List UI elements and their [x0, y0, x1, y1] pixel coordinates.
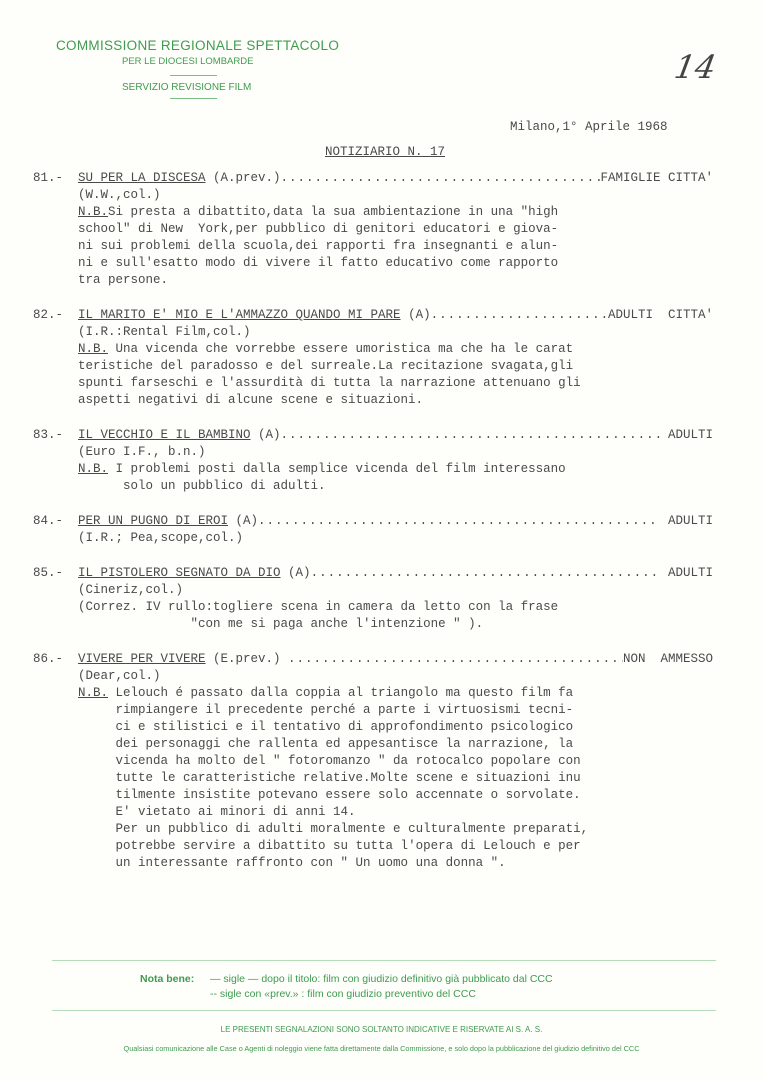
divider — [170, 75, 217, 76]
entry-number: 81.- — [33, 171, 64, 185]
film-entry — [33, 170, 713, 289]
note-text: Una vicenda che vorrebbe essere umoristica ma che ha le carat teristiche del paradosso e del surreale.La recitazione svagata,gli spunti farseschi e l'assurdità di tutta la narrazione attenuano gli aspetti negativi di alcune scene e situazioni. — [78, 342, 581, 407]
leader-dots — [288, 651, 623, 668]
leader-dots — [281, 170, 601, 187]
letterhead-service: SERVIZIO REVISIONE FILM — [122, 82, 252, 93]
film-distributor: (I.R.; Pea,scope,col.) — [78, 531, 244, 545]
film-note — [78, 341, 713, 409]
leader-dots — [311, 565, 661, 582]
film-verdict: ADULTI — [660, 514, 713, 528]
film-distributor: (Euro I.F., b.n.) — [78, 445, 206, 459]
film-note — [78, 685, 713, 872]
film-verdict: ADULTI — [660, 428, 713, 442]
divider — [52, 960, 716, 961]
document-title: NOTIZIARIO N. 17 — [325, 145, 446, 159]
entry-header — [33, 513, 713, 530]
film-title: VIVERE PER VIVERE — [78, 652, 206, 666]
entry-header — [33, 427, 713, 444]
film-verdict: NON AMMESSO — [622, 652, 713, 666]
film-rating: (E.prev.) — [205, 652, 289, 666]
film-title: IL MARITO E' MIO E L'AMMAZZO QUANDO MI PARE — [78, 308, 401, 322]
film-rating: (A) — [280, 566, 311, 580]
film-entry — [33, 651, 713, 872]
handwritten-page-number: 14 — [671, 48, 720, 86]
film-title: PER UN PUGNO DI EROI — [78, 514, 229, 528]
entry-header — [33, 651, 713, 668]
film-rating: (A) — [228, 514, 259, 528]
film-distributor: (Dear,col.) — [78, 669, 161, 683]
entry-number: 86.- — [33, 652, 64, 666]
film-note — [78, 461, 713, 495]
nb-label: N.B. — [78, 686, 109, 700]
entry-header — [33, 170, 713, 187]
leader-dots — [281, 427, 661, 444]
nota-bene — [140, 973, 740, 1003]
film-title: IL PISTOLERO SEGNATO DA DIO — [78, 566, 281, 580]
film-note — [78, 599, 713, 633]
letterhead-sub: PER LE DIOCESI LOMBARDE — [122, 56, 254, 67]
film-title: IL VECCHIO E IL BAMBINO — [78, 428, 251, 442]
footer-notice: LE PRESENTI SEGNALAZIONI SONO SOLTANTO INDICATIVE E RISERVATE AI S. A. S. — [220, 1025, 543, 1034]
divider — [52, 1010, 716, 1011]
entry-number: 83.- — [33, 428, 64, 442]
note-text: Si presta a dibattito,data la sua ambientazione in una "high school" di New York,per pubblico di genitori educatori e giova- ni sui problemi della scuola,dei rapporti fra insegnanti e alun- ni e sull'esatto modo di vivere il fatto educativo come rapporto tra persone. — [78, 205, 559, 287]
note-text: (Correz. IV rullo:togliere scena in camera da letto con la frase "con me si paga anche l'intenzione " ). — [78, 600, 559, 631]
leader-dots — [258, 513, 660, 530]
film-entry — [33, 427, 713, 495]
film-rating: (A) — [400, 308, 431, 322]
leader-dots — [431, 307, 608, 324]
entry-number: 84.- — [33, 514, 64, 528]
note-text: I problemi posti dalla semplice vicenda del film interessano solo un pubblico di adulti. — [115, 462, 566, 493]
film-distributor: (W.W.,col.) — [78, 188, 161, 202]
film-verdict: ADULTI CITTA' — [607, 308, 713, 322]
film-note — [78, 204, 713, 289]
nb-label: N.B. — [78, 462, 109, 476]
film-verdict: FAMIGLIE CITTA' — [600, 171, 713, 185]
note-text: Lelouch é passato dalla coppia al triangolo ma questo film fa rimpiangere il precedente perché a parte i virtuosismi tecni- ci e stilistici e il tentativo di approfondimento psicologico dei personaggi che rallenta ed appesantisce la narrazione, la vicenda ha molto del " fotoromanzo " da rotocalco popolare con tutte le caratteristiche relative.Molte scene e situazioni inu tilmente insistite potevano essere solo accennate o sorvolate. E' vietato ai minori di anni 14. Per un pubblico di adulti moralmente e culturalmente preparati, potrebbe servire a dibattito su tutta l'opera di Lelouch e per un interessante raffronto con " Un uomo una donna ". — [115, 686, 589, 870]
nota-label: Nota bene: — [140, 973, 195, 985]
entry-header — [33, 307, 713, 324]
film-entry — [33, 307, 713, 409]
nb-label: N.B. — [78, 342, 109, 356]
entry-header — [33, 565, 713, 582]
nb-label: N.B. — [78, 205, 109, 219]
film-entry — [33, 513, 713, 547]
entry-number: 82.- — [33, 308, 64, 322]
nota-line-1: — sigle — dopo il titolo: film con giudizio definitivo già pubblicato dal CCC — [210, 973, 553, 985]
entry-number: 85.- — [33, 566, 64, 580]
film-rating: (A.prev.) — [205, 171, 281, 185]
nota-line-2: -- sigle con «prev.» : film con giudizio preventivo del CCC — [210, 988, 476, 1000]
film-distributor: (Cineriz,col.) — [78, 583, 184, 597]
film-rating: (A) — [250, 428, 281, 442]
letterhead-org: COMMISSIONE REGIONALE SPETTACOLO — [56, 38, 340, 53]
film-entries — [33, 170, 713, 890]
film-distributor: (I.R.:Rental Film,col.) — [78, 325, 251, 339]
film-title: SU PER LA DISCESA — [78, 171, 206, 185]
film-entry — [33, 565, 713, 633]
footer-disclaimer: Qualsiasi comunicazione alle Case o Agenti di noleggio viene fatta direttamente dalla Commissione, e solo dopo la pubblicazione del giudizio definitivo del CCC — [123, 1044, 640, 1053]
divider — [170, 98, 217, 99]
document-date: Milano,1° Aprile 1968 — [510, 120, 668, 134]
film-verdict: ADULTI — [660, 566, 713, 580]
